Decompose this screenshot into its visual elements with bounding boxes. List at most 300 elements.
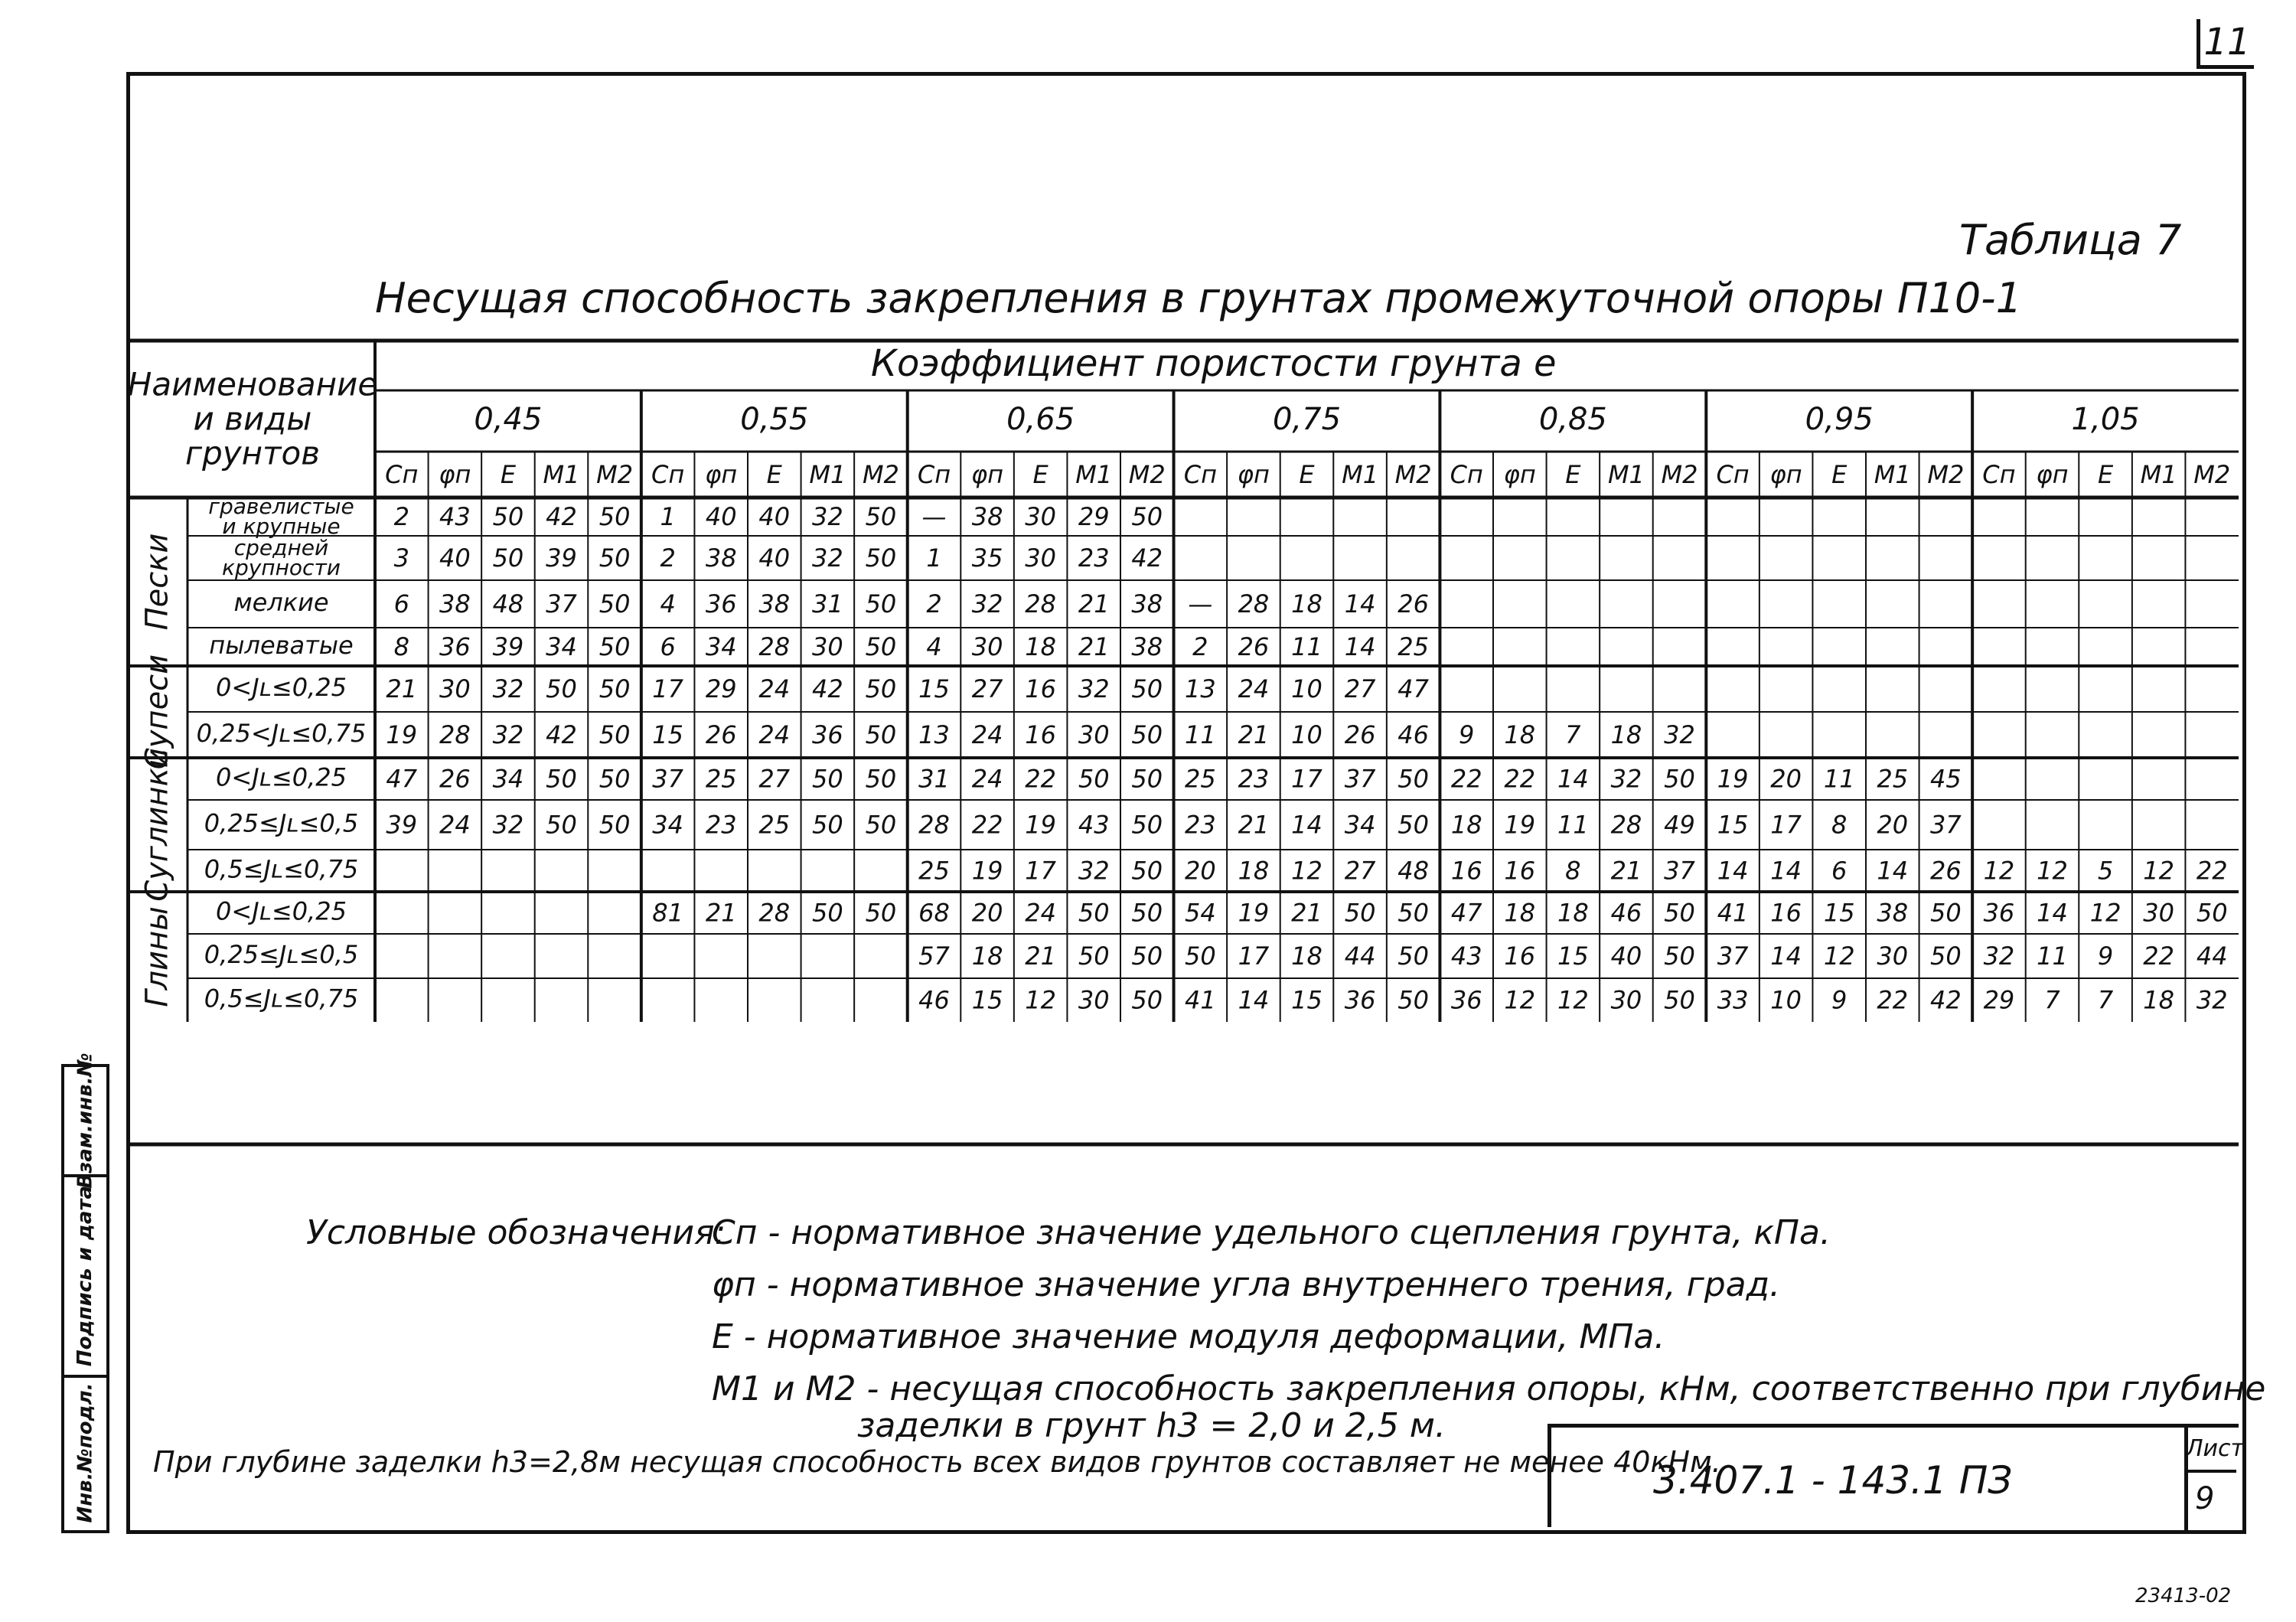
table-cell: 39 (546, 543, 577, 573)
table-cell: 12 (2037, 856, 2068, 886)
table-cell: 15 (652, 720, 684, 749)
table-cell: 43 (1078, 810, 1110, 840)
sub-column-header: Е (1299, 460, 1315, 489)
table-cell: 16 (1770, 898, 1802, 928)
table-cell: 2 (660, 543, 676, 573)
table-cell: 12 (1983, 856, 2015, 886)
table-cell: 30 (1877, 942, 1909, 971)
table-cell: 26 (705, 720, 737, 749)
row-label: крупности (222, 555, 341, 580)
sub-column-header: Сп (1450, 460, 1483, 489)
table-cell: 50 (1397, 985, 1430, 1015)
table-cell: 54 (1184, 898, 1216, 928)
row-label: 0<Jʟ≤0,25 (216, 896, 347, 926)
table-cell: 26 (1929, 856, 1962, 886)
table-cell: 38 (439, 589, 471, 618)
table-cell: 50 (1664, 898, 1695, 928)
table-cell: 41 (1717, 898, 1749, 928)
table-cell: 22 (971, 810, 1003, 840)
table-cell: 13 (918, 720, 950, 749)
table-cell: 25 (1877, 764, 1909, 794)
table-cell: 35 (971, 543, 1003, 573)
table-cell: 50 (865, 632, 897, 661)
table-cell: 50 (865, 674, 897, 703)
table-cell: 16 (1450, 856, 1482, 886)
table-cell: 7 (1565, 720, 1581, 749)
sub-column-header: φп (439, 460, 471, 489)
table-cell: 38 (758, 589, 791, 618)
name-header-line: Наименование (127, 365, 378, 403)
row-label: 0<Jʟ≤0,25 (216, 673, 347, 702)
table-cell: — (921, 502, 947, 531)
sub-column-header: M1 (1874, 460, 1911, 489)
table-cell: 50 (1929, 898, 1962, 928)
row-label: мелкие (233, 588, 329, 617)
table-cell: 42 (546, 720, 577, 749)
table-cell: 50 (598, 764, 631, 794)
table-cell: 6 (393, 589, 409, 618)
sub-column-header: M2 (1927, 460, 1965, 489)
table-cell: 36 (1983, 898, 2015, 928)
table-cell: 50 (1131, 764, 1163, 794)
sub-column-header: M1 (809, 460, 846, 489)
table-cell: 50 (1397, 810, 1430, 840)
sheet-label: Лист (2186, 1435, 2245, 1462)
sub-column-header: M1 (1342, 460, 1379, 489)
table-cell: 10 (1770, 985, 1802, 1015)
table-cell: 32 (811, 543, 843, 573)
table-cell: 50 (865, 810, 897, 840)
sheet-divider (2186, 1470, 2236, 1473)
table-cell: 19 (1504, 810, 1536, 840)
table-cell: 50 (811, 810, 843, 840)
table-cell: 34 (705, 632, 737, 661)
sub-column-header: Е (2097, 460, 2114, 489)
group-label: Суглинки (139, 748, 175, 902)
archive-number: 23413-02 (2135, 1584, 2232, 1607)
sub-column-header: Сп (1982, 460, 2016, 489)
table-cell: 17 (1238, 942, 1270, 971)
sub-column-header: φп (971, 460, 1004, 489)
table-cell: 32 (1078, 856, 1110, 886)
table-cell: 12 (2089, 898, 2122, 928)
table-cell: 50 (492, 543, 524, 573)
sub-column-header: φп (1769, 460, 1802, 489)
table-cell: 47 (386, 764, 418, 794)
table-cell: 39 (492, 632, 524, 661)
table-cell: 50 (1664, 764, 1695, 794)
table-cell: 24 (758, 720, 791, 749)
table-cell: 16 (1504, 856, 1536, 886)
table-cell: 38 (1131, 589, 1163, 618)
sub-column-header: M2 (1661, 460, 1698, 489)
table-cell: 38 (971, 502, 1003, 531)
table-cell: 44 (2196, 942, 2228, 971)
table-cell: 30 (1025, 502, 1057, 531)
sub-column-header: φп (705, 460, 738, 489)
sub-column-header: M2 (1128, 460, 1166, 489)
table-cell: 50 (1397, 898, 1430, 928)
table-cell: 50 (1131, 674, 1163, 703)
side-stamp-cell: Взам.инв.№ (64, 1067, 106, 1177)
table-cell: 50 (1131, 856, 1163, 886)
table-cell: 40 (439, 543, 471, 573)
table-cell: 22 (1877, 985, 1909, 1015)
table-cell: 24 (1025, 898, 1057, 928)
table-cell: 46 (918, 985, 950, 1015)
sub-column-header: M1 (1075, 460, 1113, 489)
table-cell: 50 (546, 674, 577, 703)
table-cell: 2 (1192, 632, 1208, 661)
table-cell: 30 (1078, 720, 1110, 749)
table-cell: 27 (1344, 856, 1376, 886)
table-cell: 31 (811, 589, 843, 618)
table-cell: 36 (1344, 985, 1376, 1015)
table-cell: 20 (971, 898, 1003, 928)
table-cell: 18 (1557, 898, 1589, 928)
depth-note: При глубине заделки h3=2,8м несущая способность всех видов грунтов составляет не менее 40кНм. (153, 1445, 1721, 1479)
table-cell: 32 (1610, 764, 1642, 794)
sub-column-header: Е (1831, 460, 1848, 489)
table-cell: 21 (1025, 942, 1057, 971)
table-cell: 40 (705, 502, 737, 531)
table-cell: 6 (1831, 856, 1848, 886)
porosity-value: 0,55 (740, 402, 809, 437)
table-cell: 46 (1397, 720, 1430, 749)
table-cell: 9 (1831, 985, 1848, 1015)
table-cell: 12 (1504, 985, 1536, 1015)
table-cell: 24 (1238, 674, 1270, 703)
row-label: 0,25≤Jʟ≤0,5 (204, 940, 359, 969)
porosity-value: 0,75 (1272, 402, 1342, 437)
table-cell: 30 (1025, 543, 1057, 573)
table-cell: 21 (386, 674, 418, 703)
table-cell: 68 (918, 898, 950, 928)
side-stamp (61, 1053, 109, 1533)
table-cell: 4 (660, 589, 676, 618)
table-cell: 36 (705, 589, 737, 618)
row-label: 0,25≤Jʟ≤0,5 (204, 808, 359, 838)
table-cell: 14 (1770, 942, 1802, 971)
table-cell: 45 (1929, 764, 1962, 794)
table-cell: 43 (439, 502, 471, 531)
table-cell: 10 (1291, 720, 1322, 749)
group-label: Супеси (139, 654, 175, 770)
table-cell: 34 (652, 810, 684, 840)
row-label: средней (233, 535, 329, 560)
table-cell: 42 (546, 502, 577, 531)
table-cell: 18 (1291, 589, 1322, 618)
table-cell: 24 (439, 810, 471, 840)
table-cell: 11 (1184, 720, 1216, 749)
table-cell: 28 (758, 632, 791, 661)
table-cell: 37 (546, 589, 577, 618)
table-cell: 15 (1823, 898, 1855, 928)
table-cell: 18 (1610, 720, 1642, 749)
table-cell: 19 (971, 856, 1003, 886)
table-cell: 23 (1184, 810, 1216, 840)
table-cell: 22 (2196, 856, 2228, 886)
table-cell: 50 (1131, 810, 1163, 840)
table-cell: 24 (758, 674, 791, 703)
sub-column-header: Е (1565, 460, 1581, 489)
table-cell: 13 (1184, 674, 1216, 703)
table-cell: 50 (1131, 898, 1163, 928)
table-cell: 28 (758, 898, 791, 928)
table-cell: 1 (926, 543, 942, 573)
table-cell: 8 (393, 632, 409, 661)
table-cell: 26 (1238, 632, 1270, 661)
table-cell: 36 (811, 720, 843, 749)
table-cell: 14 (1344, 589, 1376, 618)
table-cell: 19 (386, 720, 418, 749)
table-cell: 23 (1078, 543, 1110, 573)
table-cell: 44 (1344, 942, 1376, 971)
table-cell: 25 (1184, 764, 1216, 794)
table-title: Несущая способность закрепления в грунтах промежуточной опоры П10-1 (375, 274, 2023, 322)
table-cell: 28 (918, 810, 950, 840)
table-cell: 50 (1131, 720, 1163, 749)
table-cell: 28 (1610, 810, 1642, 840)
table-cell: 41 (1184, 985, 1216, 1015)
table-cell: 18 (971, 942, 1003, 971)
table-cell: 42 (1131, 543, 1163, 573)
table-cell: 21 (1238, 720, 1270, 749)
table-cell: 32 (971, 589, 1003, 618)
table-cell: 27 (1344, 674, 1376, 703)
document-code: 3.407.1 - 143.1 ПЗ (1653, 1458, 2013, 1503)
table-cell: 37 (1717, 942, 1749, 971)
table-cell: 15 (1717, 810, 1749, 840)
table-cell: 21 (705, 898, 737, 928)
table-cell: 25 (918, 856, 950, 886)
sheet-number: 9 (2195, 1481, 2215, 1516)
table-cell: 20 (1770, 764, 1802, 794)
table-cell: 14 (1238, 985, 1270, 1015)
table-cell: 12 (1025, 985, 1057, 1015)
table-cell: 18 (2143, 985, 2175, 1015)
table-cell: 33 (1717, 985, 1749, 1015)
table-cell: 42 (1929, 985, 1962, 1015)
legend-item: заделки в грунт h3 = 2,0 и 2,5 м. (857, 1406, 1446, 1445)
table-cell: 19 (1717, 764, 1749, 794)
group-label: Глины (139, 906, 175, 1007)
table-cell: 57 (918, 942, 950, 971)
table-cell: 50 (865, 589, 897, 618)
sub-column-header: M1 (1607, 460, 1645, 489)
table-cell: 20 (1877, 810, 1909, 840)
table-cell: 50 (598, 632, 631, 661)
table-cell: 18 (1291, 942, 1322, 971)
table-cell: 32 (1664, 720, 1695, 749)
table-cell: 32 (1078, 674, 1110, 703)
table-cell: 50 (598, 674, 631, 703)
table-cell: 31 (918, 764, 950, 794)
table-cell: 17 (1025, 856, 1057, 886)
table-cell: 12 (1557, 985, 1589, 1015)
table-cell: 50 (546, 810, 577, 840)
table-cell: 20 (1184, 856, 1216, 886)
table-cell: 22 (2143, 942, 2175, 971)
table-cell: 32 (1983, 942, 2015, 971)
name-header-line: грунтов (185, 434, 320, 472)
table-cell: 22 (1450, 764, 1482, 794)
table-cell: 50 (865, 720, 897, 749)
table-cell: 16 (1504, 942, 1536, 971)
table-cell: 15 (1557, 942, 1589, 971)
table-cell: 9 (1459, 720, 1475, 749)
table-cell: 32 (492, 720, 524, 749)
table-cell: 43 (1450, 942, 1482, 971)
table-cell: 50 (1397, 764, 1430, 794)
table-cell: 27 (758, 764, 791, 794)
table-cell: 81 (652, 898, 684, 928)
table-cell: 39 (386, 810, 418, 840)
table-cell: 32 (492, 674, 524, 703)
table-cell: 24 (971, 764, 1003, 794)
table-cell: 50 (1078, 942, 1110, 971)
table-cell: 25 (705, 764, 737, 794)
legend-item: M1 и M2 - несущая способность закрепления опоры, кНм, соответственно при глубине (712, 1369, 2266, 1408)
table-cell: 25 (1397, 632, 1430, 661)
table-cell: 50 (1184, 942, 1216, 971)
table-cell: 4 (926, 632, 942, 661)
table-cell: 18 (1238, 856, 1270, 886)
table-cell: 2 (393, 502, 409, 531)
table-cell: 24 (971, 720, 1003, 749)
table-cell: 21 (1078, 632, 1110, 661)
table-cell: 14 (1717, 856, 1749, 886)
table-cell: 11 (2037, 942, 2068, 971)
table-cell: 40 (758, 543, 791, 573)
table-cell: 50 (1131, 985, 1163, 1015)
table-cell: 50 (1397, 942, 1430, 971)
row-label: и крупные (222, 514, 341, 539)
table-cell: 50 (598, 720, 631, 749)
table-cell: 16 (1025, 720, 1057, 749)
table-cell: 23 (1238, 764, 1270, 794)
table-cell: 19 (1238, 898, 1270, 928)
table-cell: 21 (1610, 856, 1642, 886)
porosity-value: 0,45 (474, 402, 543, 437)
table-cell: 29 (705, 674, 737, 703)
sub-column-header: M1 (543, 460, 580, 489)
table-cell: 50 (1344, 898, 1376, 928)
table-cell: 21 (1078, 589, 1110, 618)
sub-column-header: φп (1503, 460, 1536, 489)
sub-column-header: M2 (862, 460, 899, 489)
table-cell: 30 (971, 632, 1003, 661)
table-cell: 21 (1238, 810, 1270, 840)
coefficient-header: Коэффициент пористости грунта е (870, 342, 1557, 385)
sub-column-header: φп (2036, 460, 2069, 489)
table-cell: 7 (2044, 985, 2060, 1015)
legend-item: Е - нормативное значение модуля деформации, МПа. (712, 1317, 1665, 1356)
sub-column-header: Сп (917, 460, 951, 489)
table-cell: 34 (1344, 810, 1376, 840)
sub-column-header: M2 (596, 460, 634, 489)
table-cell: 50 (811, 764, 843, 794)
table-cell: 42 (811, 674, 843, 703)
table-cell: 27 (971, 674, 1003, 703)
sub-column-header: Сп (1716, 460, 1750, 489)
table-cell: 50 (865, 502, 897, 531)
sub-column-header: Е (766, 460, 782, 489)
sub-column-header: Сп (385, 460, 419, 489)
table-cell: 14 (1557, 764, 1589, 794)
table-cell: 50 (1929, 942, 1962, 971)
table-cell: 50 (1664, 985, 1695, 1015)
legend-item: Сп - нормативное значение удельного сцепления грунта, кПа. (712, 1213, 1831, 1252)
table-cell: 14 (1770, 856, 1802, 886)
legend-item: φп - нормативное значение угла внутреннего трения, град. (712, 1265, 1781, 1304)
table-cell: 17 (1770, 810, 1802, 840)
table-cell: 32 (2196, 985, 2228, 1015)
porosity-value: 0,65 (1006, 402, 1075, 437)
table-cell: 50 (1131, 942, 1163, 971)
table-cell: 7 (2097, 985, 2114, 1015)
table-cell: 14 (1344, 632, 1376, 661)
table-cell: 29 (1983, 985, 2015, 1015)
table-cell: 26 (439, 764, 471, 794)
row-label: 0,5≤Jʟ≤0,75 (204, 984, 359, 1013)
sub-column-header: M2 (2193, 460, 2231, 489)
table-cell: 34 (546, 632, 577, 661)
table-cell: 3 (393, 543, 409, 573)
sub-column-header: M2 (1394, 460, 1432, 489)
table-cell: 50 (865, 898, 897, 928)
side-stamp-cell: Инв.№подл. (73, 1382, 97, 1523)
table-cell: 50 (865, 543, 897, 573)
table-cell: 6 (660, 632, 676, 661)
table-cell: 38 (1131, 632, 1163, 661)
side-stamp-cell: Подпись и дата (64, 1177, 106, 1378)
table-cell: 50 (492, 502, 524, 531)
porosity-value: 0,95 (1805, 402, 1874, 437)
table-cell: 30 (1610, 985, 1642, 1015)
table-cell: 14 (1877, 856, 1909, 886)
table-cell: 48 (492, 589, 524, 618)
table-cell: 25 (758, 810, 791, 840)
sub-column-header: Е (500, 460, 517, 489)
table-cell: 28 (1025, 589, 1057, 618)
table-cell: 50 (598, 589, 631, 618)
table-cell: 37 (1664, 856, 1695, 886)
table-cell: 8 (1565, 856, 1581, 886)
name-header-line: и виды (193, 400, 312, 438)
table-cell: 40 (1610, 942, 1642, 971)
table-cell: 32 (492, 810, 524, 840)
table-cell: 22 (1504, 764, 1536, 794)
table-cell: 29 (1078, 502, 1110, 531)
table-cell: 50 (1078, 764, 1110, 794)
table-cell: 19 (1025, 810, 1057, 840)
table-cell: 50 (2196, 898, 2228, 928)
table-cell: 32 (811, 502, 843, 531)
table-cell: 11 (1291, 632, 1322, 661)
table-cell: 36 (439, 632, 471, 661)
table-cell: 18 (1450, 810, 1482, 840)
row-label: 0<Jʟ≤0,25 (216, 762, 347, 792)
table-cell: 36 (1450, 985, 1482, 1015)
sub-column-header: Сп (1183, 460, 1217, 489)
sub-column-header: Сп (651, 460, 685, 489)
table-cell: 38 (705, 543, 737, 573)
table-cell: 12 (1291, 856, 1322, 886)
table-cell: 15 (918, 674, 950, 703)
table-label: Таблица 7 (1959, 216, 2182, 264)
table-cell: 50 (1131, 502, 1163, 531)
